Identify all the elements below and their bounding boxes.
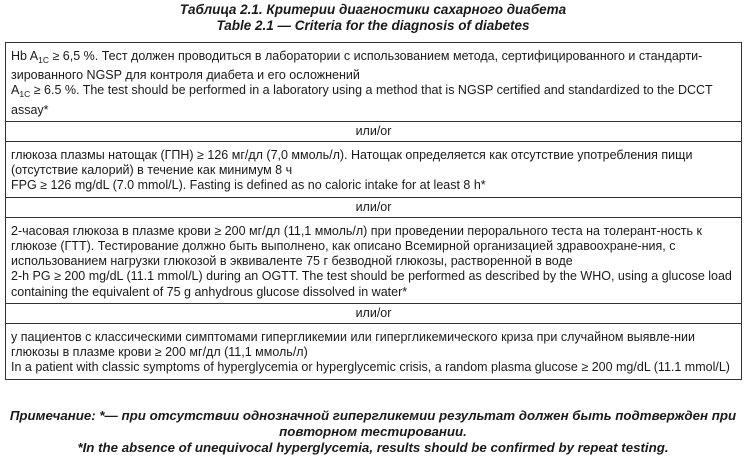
criterion-cell bbox=[6, 324, 742, 380]
criterion-ru-text: глюкоза плазмы натощак (ГПН) ≥ 126 мг/дл (7,0 ммоль/л). Натощак определяется как отсутствие употребления пищи (отсутствие калорий) в течение как минимум 8 ч bbox=[11, 148, 693, 178]
caption-title-en: Table 2.1 — Criteria for the diagnosis of diabetes bbox=[216, 18, 530, 33]
criterion-cell bbox=[6, 43, 742, 122]
criteria-table bbox=[5, 42, 742, 380]
en-prefix: A bbox=[11, 83, 20, 98]
separator-text: или/or bbox=[6, 121, 742, 141]
table-note bbox=[0, 408, 746, 456]
note-ru-line1: Примечание: *— при отсутствии однозначной гипергликемии результат должен быть подтвержден при bbox=[9, 408, 737, 423]
criterion-row-random-glucose bbox=[6, 324, 742, 380]
en-subscript: 1C bbox=[19, 89, 31, 100]
criterion-en-text: ≥ 6.5 %. The test should be performed in a laboratory using a method that is NGSP certified and standardized to the DCCT assay* bbox=[11, 83, 713, 117]
criterion-en bbox=[11, 83, 736, 117]
criterion-cell bbox=[6, 217, 742, 303]
criterion-en-text: 2-h PG ≥ 200 mg/dL (11.1 mmol/L) during an OGTT. The test should be performed as described by the WHO, using a glucose load containing the equivalent of 75 g anhydrous glucose dissolved in water* bbox=[11, 269, 732, 299]
criterion-row-ogtt bbox=[6, 217, 742, 303]
table-caption bbox=[0, 2, 746, 34]
separator-text: или/or bbox=[6, 197, 742, 217]
criterion-ru-text: у пациентов с классическими симптомами гипергликемии или гипергликемического криза при случайном выявле-нии глюкозы в плазме крови ≥ 200 мг/дл (11,1 ммоль/л) bbox=[11, 330, 696, 360]
criterion-ru-text: ≥ 6,5 %. Тест должен проводиться в лаборатории с использованием метода, сертифицированного и стандарти-зированного NGSP для контроля диабета и его осложнений bbox=[11, 49, 703, 83]
note-ru-line2: повторном тестировании. bbox=[279, 424, 467, 439]
criterion-en-text: FPG ≥ 126 mg/dL (7.0 mmol/L). Fasting is defined as no caloric intake for at least 8 h* bbox=[11, 178, 486, 193]
separator-row bbox=[6, 197, 742, 217]
caption-title-ru: Таблица 2.1. Критерии диагностики сахарного диабета bbox=[179, 2, 567, 17]
note-en: *In the absence of unequivocal hyperglycemia, results should be confirmed by repeat testing. bbox=[77, 440, 669, 455]
hb-subscript: 1C bbox=[38, 55, 49, 65]
criterion-row-hba1c bbox=[6, 43, 742, 122]
criterion-en-text: In a patient with classic symptoms of hyperglycemia or hyperglycemic crisis, a random plasma glucose ≥ 200 mg/dL (11.1 mmol/L) bbox=[11, 360, 730, 375]
separator-row bbox=[6, 303, 742, 323]
criterion-cell bbox=[6, 142, 742, 198]
separator-row bbox=[6, 121, 742, 141]
criterion-ru-text: 2-часовая глюкоза в плазме крови ≥ 200 мг/дл (11,1 ммоль/л) при проведении перорального теста на толерант-ность к глюкозе (ГТТ). Тестирование должно быть выполнено, как описано Всемирной организацией здравоохране-ния, с использованием нагрузки глюкозой в эквиваленте 75 г безводной глюкозы, растворенной в воде bbox=[11, 223, 702, 269]
separator-text: или/or bbox=[6, 303, 742, 323]
criterion-row-fpg bbox=[6, 142, 742, 198]
criterion-ru bbox=[11, 49, 736, 83]
hb-prefix: Hb A bbox=[11, 49, 39, 63]
